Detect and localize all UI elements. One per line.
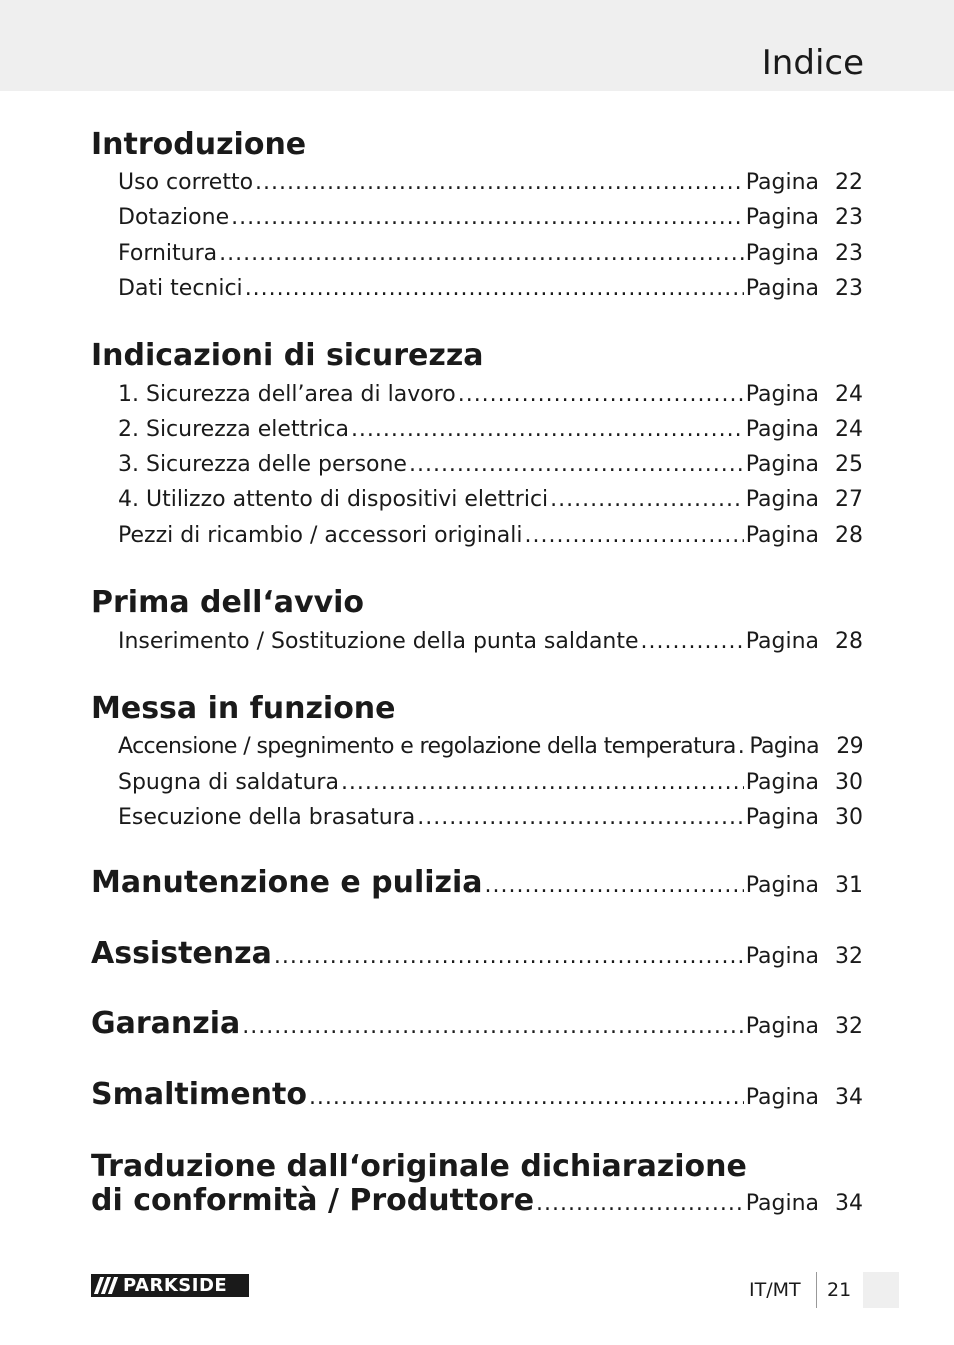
logo-stripes-icon <box>91 1274 123 1297</box>
leader-dots <box>245 274 744 304</box>
page-number: 24 <box>835 417 863 442</box>
page-number: 34 <box>835 1191 863 1216</box>
page-word: Pagina <box>745 170 819 195</box>
toc-entry[interactable] <box>118 239 863 269</box>
entry-label: Spugna di saldatura <box>118 770 339 795</box>
toc-headline-entry[interactable] <box>91 1006 863 1041</box>
page-number: 27 <box>835 487 863 512</box>
page-title: Indice <box>761 43 864 83</box>
page-word: Pagina <box>745 382 819 407</box>
page-number-footer: 21 <box>827 1279 852 1301</box>
toc-entry[interactable] <box>118 274 863 304</box>
footer-tab <box>863 1272 899 1308</box>
toc-entry[interactable] <box>118 485 863 515</box>
page-number: 32 <box>835 1014 863 1039</box>
brand-name: PARKSIDE <box>123 1275 228 1296</box>
page-word: Pagina <box>745 523 819 548</box>
toc-entry[interactable] <box>118 768 863 798</box>
page-word: Pagina <box>745 1014 819 1039</box>
entry-label: Manutenzione e pulizia <box>91 865 483 900</box>
leader-dots <box>219 239 744 269</box>
footer-divider <box>816 1272 817 1308</box>
page-word: Pagina <box>745 873 819 898</box>
page-word: Pagina <box>745 944 819 969</box>
page-number: 31 <box>835 873 863 898</box>
language-code: IT/MT <box>749 1279 801 1301</box>
page-number: 23 <box>835 205 863 230</box>
entry-label: Esecuzione della brasatura <box>118 805 416 830</box>
page-number: 22 <box>835 170 863 195</box>
entry-label: Dotazione <box>118 205 230 230</box>
toc-entry[interactable] <box>118 450 863 480</box>
toc-entry[interactable] <box>118 732 863 762</box>
entry-label: Assistenza <box>91 936 272 971</box>
leader-dots <box>536 1191 744 1216</box>
leader-dots <box>417 803 743 833</box>
leader-dots <box>524 521 743 551</box>
page-word: Pagina <box>745 1191 819 1216</box>
leader-dots <box>485 873 744 898</box>
section-title: Introduzione <box>91 127 307 162</box>
section-title: Messa in funzione <box>91 691 396 726</box>
leader-dots <box>738 732 748 762</box>
last-entry-line1: Traduzione dall‘originale dichiarazione <box>91 1149 747 1184</box>
toc-headline-entry[interactable] <box>91 865 863 900</box>
entry-label: Inserimento / Sostituzione della punta saldante <box>118 629 639 654</box>
toc-entry[interactable] <box>118 168 863 198</box>
entry-label: Uso corretto <box>118 170 254 195</box>
leader-dots <box>274 944 744 969</box>
page-word: Pagina <box>745 276 819 301</box>
toc-entry[interactable] <box>118 415 863 445</box>
page-number: 28 <box>835 629 863 654</box>
page-word: Pagina <box>745 805 819 830</box>
toc-entry[interactable] <box>118 521 863 551</box>
toc-headline-entry[interactable] <box>91 1183 863 1218</box>
entry-label: Fornitura <box>118 241 218 266</box>
page-word: Pagina <box>745 770 819 795</box>
page-word: Pagina <box>745 452 819 477</box>
page-number: 23 <box>835 241 863 266</box>
parkside-logo <box>91 1274 249 1297</box>
page-number: 24 <box>835 382 863 407</box>
entry-label: Garanzia <box>91 1006 241 1041</box>
page-number: 30 <box>835 770 863 795</box>
entry-label: Accensione / spegnimento e regolazione della temperatura <box>118 734 736 759</box>
toc-headline-entry[interactable] <box>91 936 863 971</box>
entry-label: Pezzi di ricambio / accessori originali <box>118 523 523 548</box>
toc-entry[interactable] <box>118 803 863 833</box>
page-word: Pagina <box>745 417 819 442</box>
header-bar <box>0 0 954 91</box>
toc-entry[interactable] <box>118 380 863 410</box>
page-number: 29 <box>836 734 863 759</box>
page-number: 23 <box>835 276 863 301</box>
leader-dots <box>550 485 744 515</box>
toc-entry[interactable] <box>118 203 863 233</box>
section-title: Indicazioni di sicurezza <box>91 338 484 373</box>
leader-dots <box>231 203 744 233</box>
leader-dots <box>309 1085 744 1110</box>
page-word: Pagina <box>745 629 819 654</box>
page-number: 25 <box>835 452 863 477</box>
leader-dots <box>641 627 744 657</box>
leader-dots <box>409 450 744 480</box>
page-number: 32 <box>835 944 863 969</box>
entry-label: 2. Sicurezza elettrica <box>118 417 349 442</box>
leader-dots <box>351 415 744 445</box>
leader-dots <box>255 168 744 198</box>
page-word: Pagina <box>749 734 819 759</box>
page-word: Pagina <box>745 487 819 512</box>
entry-label: Smaltimento <box>91 1077 307 1112</box>
leader-dots <box>242 1014 743 1039</box>
entry-label: 3. Sicurezza delle persone <box>118 452 407 477</box>
page-word: Pagina <box>745 205 819 230</box>
page-word: Pagina <box>745 1085 819 1110</box>
entry-label: Dati tecnici <box>118 276 243 301</box>
page-word: Pagina <box>745 241 819 266</box>
leader-dots <box>458 380 744 410</box>
page-number: 34 <box>835 1085 863 1110</box>
entry-label: 1. Sicurezza dell’area di lavoro <box>118 382 456 407</box>
entry-label: 4. Utilizzo attento di dispositivi elettrici <box>118 487 549 512</box>
toc-entry[interactable] <box>118 627 863 657</box>
page-number: 28 <box>835 523 863 548</box>
section-title: Prima dell‘avvio <box>91 585 365 620</box>
entry-label: di conformità / Produttore <box>91 1183 535 1218</box>
toc-headline-entry[interactable] <box>91 1077 863 1112</box>
leader-dots <box>341 768 744 798</box>
page-number: 30 <box>835 805 863 830</box>
